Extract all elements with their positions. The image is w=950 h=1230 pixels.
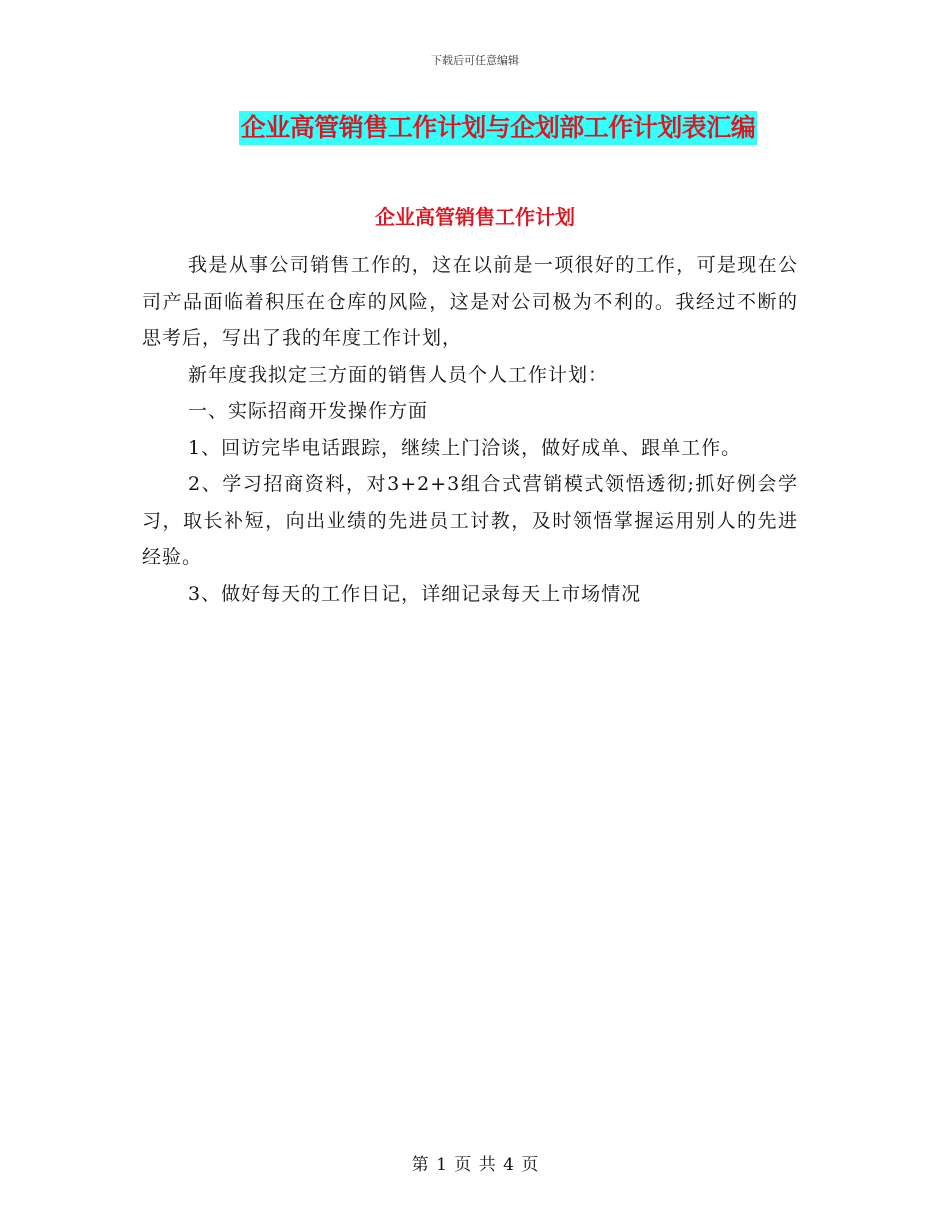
page-number: 第 1 页 共 4 页 — [411, 1155, 539, 1175]
paragraph-item-3: 3、做好每天的工作日记，详细记录每天上市场情况 — [188, 582, 642, 605]
document-main-title: 企业高管销售工作计划与企划部工作计划表汇编 — [239, 111, 758, 145]
main-title-container — [0, 111, 950, 145]
paragraph-section-heading: 一、实际招商开发操作方面 — [188, 400, 429, 422]
section-title: 企业高管销售工作计划 — [375, 205, 575, 229]
document-body — [142, 247, 798, 612]
paragraph-item-1: 1、回访完毕电话跟踪，继续上门洽谈，做好成单、跟单工作。 — [188, 436, 742, 459]
paragraph-item-2: 2、学习招商资料，对3+2+3组合式营销模式领悟透彻;抓好例会学习，取长补短，向出业绩的先进员工讨教，及时领悟掌握运用别人的先进经验。 — [142, 473, 798, 568]
header-note: 下载后可任意编辑 — [431, 54, 519, 67]
paragraph-intro: 我是从事公司销售工作的，这在以前是一项很好的工作，可是现在公司产品面临着积压在仓库的风险，这是对公司极为不利的。我经过不断的思考后，写出了我的年度工作计划， — [142, 254, 798, 349]
paragraph-plan-intro: 新年度我拟定三方面的销售人员个人工作计划： — [188, 363, 609, 386]
